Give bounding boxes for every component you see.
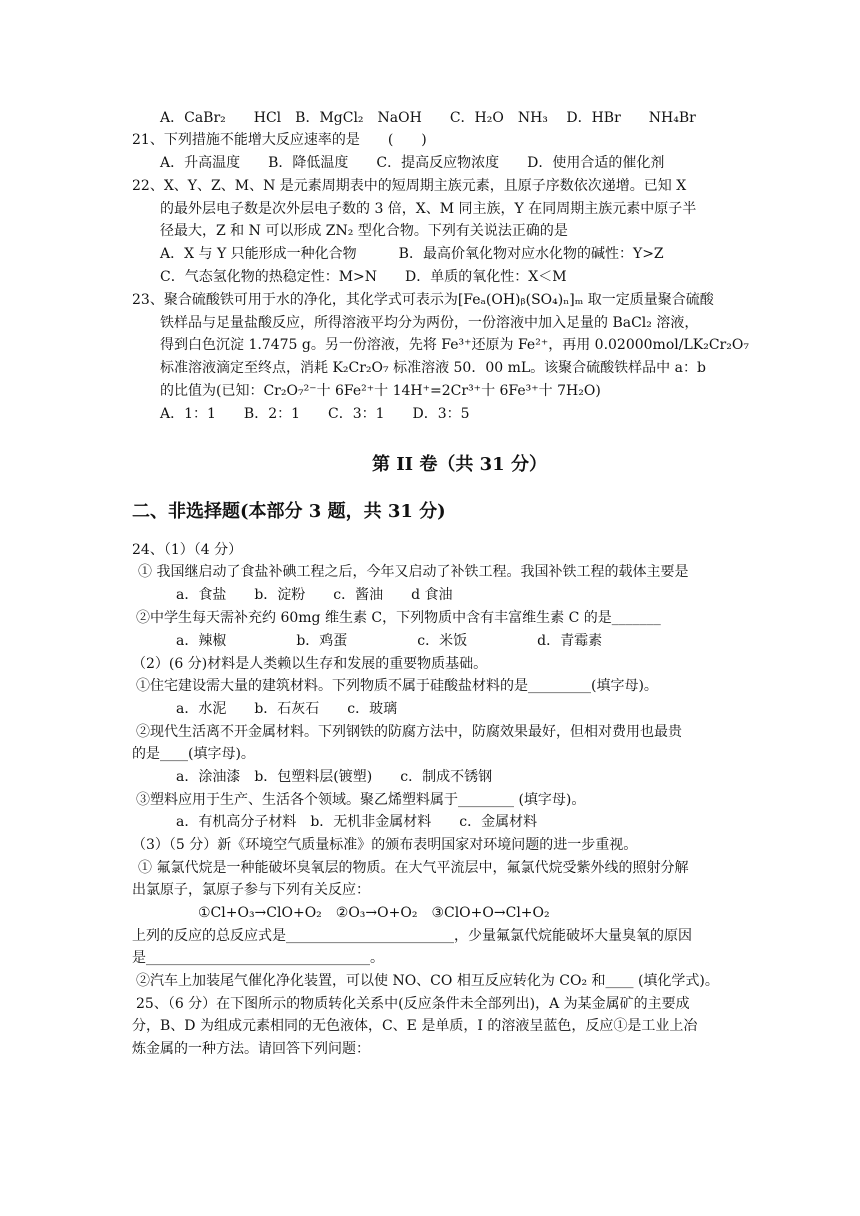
q21-options: A．升高温度 B．降低温度 C．提高反应物浓度 D．使用合适的催化剂	[160, 155, 665, 171]
q24-2-1-stem: ①住宅建设需大量的建筑材料。下列物质不属于硅酸盐材料的是_________(填字母)。	[136, 678, 658, 694]
q25-stem-line-2: 分，B、D 为组成元素相同的无色液体，C、E 是单质，I 的溶液呈蓝色，反应①是工业上冶	[132, 1018, 698, 1034]
q24-3-1-stem-line-1: ① 氟氯代烷是一种能破坏臭氧层的物质。在大气平流层中，氟氯代烷受紫外线的照射分解	[138, 860, 689, 876]
q24-2-2-stem-line-1: ②现代生活离不开金属材料。下列钢铁的防腐方法中，防腐效果最好，但相对费用也最贵	[136, 724, 682, 740]
q24-1-1-stem: ① 我国继启动了食盐补碘工程之后，今年又启动了补铁工程。我国补铁工程的载体主要是	[138, 564, 689, 580]
q23-stem-line-1: 23、聚合硫酸铁可用于水的净化，其化学式可表示为[Feₐ(OH)ᵦ(SO₄)ₙ]ₘ 取一定质量聚合硫酸	[132, 292, 714, 308]
q20-options: A．CaBr₂ HCl B．MgCl₂ NaOH C．H₂O NH₃ D．HBr NH₄Br	[160, 110, 696, 126]
q24-part2-header: （2）(6 分)材料是人类赖以生存和发展的重要物质基础。	[132, 656, 488, 672]
q24-2-3-stem: ③塑料应用于生产、生活各个领域。聚乙烯塑料属于________ (填字母)。	[136, 792, 586, 808]
q24-1-2-options: a．辣椒 b．鸡蛋 c．米饭 d．青霉素	[176, 633, 603, 649]
q24-2-3-options: a．有机高分子材料 b．无机非金属材料 c．金属材料	[176, 814, 538, 830]
q24-3-1-reactions: ①Cl+O₃→ClO+O₂ ②O₃→O+O₂ ③ClO+O→Cl+O₂	[198, 905, 550, 921]
q23-options: A．1：1 B．2：1 C．3：1 D．3：5	[160, 406, 470, 422]
q23-stem-line-2: 铁样品与足量盐酸反应，所得溶液平均分为两份，一份溶液中加入足量的 BaCl₂ 溶液，	[160, 315, 699, 331]
section-two-heading: 二、非选择题(本部分 3 题，共 31 分)	[132, 501, 446, 522]
q22-stem-line-3: 径最大，Z 和 N 可以形成 ZN₂ 型化合物。下列有关说法正确的是	[160, 223, 568, 239]
q22-stem-line-1: 22、X、Y、Z、M、N 是元素周期表中的短周期主族元素，且原子序数依次递增。已知 X	[132, 178, 687, 194]
q23-stem-line-4: 标准溶液滴定至终点，消耗 K₂Cr₂O₇ 标准溶液 50．00 mL。该聚合硫酸铁样品中 a：b	[160, 360, 706, 376]
q24-part1-header: 24、（1）（4 分）	[132, 542, 243, 558]
q24-2-2-options: a．涂油漆 b．包塑料层(镀塑) c．制成不锈钢	[176, 769, 493, 785]
part-ii-title: 第 II 卷（共 31 分）	[372, 454, 547, 475]
q24-3-1-stem-line-2: 出氯原子，氯原子参与下列有关反应：	[132, 882, 370, 898]
q24-2-1-options: a．水泥 b．石灰石 c．玻璃	[176, 701, 398, 717]
q24-3-1-question-line-1: 上列的反应的总反应式是________________________，少量氟氯代烷能破坏大量臭氧的原因	[132, 928, 692, 944]
q24-2-2-stem-line-2: 的是____(填字母)。	[132, 746, 255, 762]
q23-stem-line-5: 的比值为(已知：Cr₂O₇²⁻十 6Fe²⁺十 14H⁺=2Cr³⁺十 6Fe³⁺十 7H₂O)	[160, 383, 601, 399]
q24-part3-header: （3）（5 分）新《环境空气质量标准》的颁布表明国家对环境问题的进一步重视。	[132, 837, 638, 853]
q24-3-1-question-line-2: 是________________________________。	[132, 950, 384, 966]
q25-stem-line-1: 25、（6 分）在下图所示的物质转化关系中(反应条件未全部列出)，A 为某金属矿的主要成	[136, 996, 690, 1012]
q22-options-cd: C．气态氢化物的热稳定性：M>N D．单质的氧化性：X＜M	[160, 269, 567, 285]
q21-stem: 21、下列措施不能增大反应速率的是 ( )	[132, 132, 427, 148]
q22-options-ab: A．X 与 Y 只能形成一种化合物 B．最高价氧化物对应水化物的碱性：Y>Z	[160, 246, 664, 262]
q24-1-1-options: a．食盐 b．淀粉 c．酱油 d 食油	[176, 587, 453, 603]
q23-stem-line-3: 得到白色沉淀 1.7475 g。另一份溶液，先将 Fe³⁺还原为 Fe²⁺，再用 0.02000mol/LK₂Cr₂O₇	[160, 337, 749, 353]
q24-1-2-stem: ②中学生每天需补充约 60mg 维生素 C，下列物质中含有丰富维生素 C 的是_______	[136, 610, 661, 626]
q24-3-2-stem: ②汽车上加装尾气催化净化装置，可以使 NO、CO 相互反应转化为 CO₂ 和____ (填化学式)。	[136, 973, 719, 989]
q25-stem-line-3: 炼金属的一种方法。请回答下列问题：	[132, 1041, 370, 1057]
q22-stem-line-2: 的最外层电子数是次外层电子数的 3 倍，X、M 同主族，Y 在同周期主族元素中原子半	[160, 201, 697, 217]
